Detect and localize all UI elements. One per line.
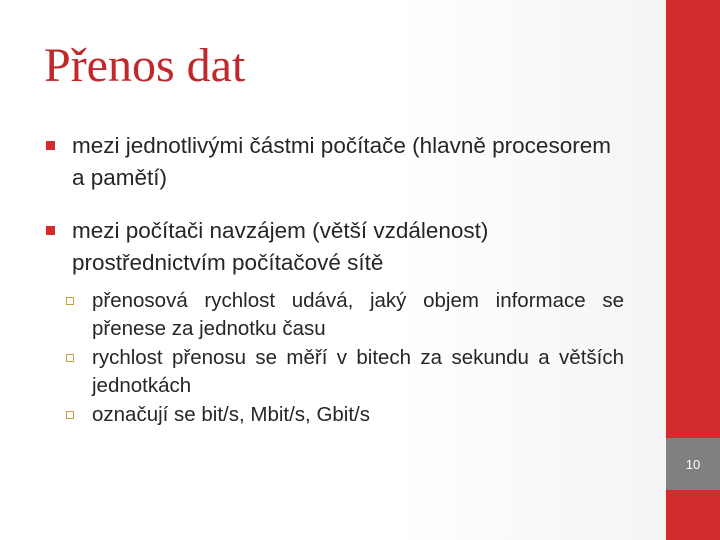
slide-title: Přenos dat — [44, 39, 246, 92]
hollow-square-bullet-icon — [66, 297, 74, 305]
sub-bullet-item — [64, 287, 624, 343]
bullet-text: mezi jednotlivými částmi počítače (hlavně procesorem a pamětí) — [72, 133, 611, 190]
hollow-square-bullet-icon — [66, 354, 74, 362]
square-bullet-icon — [46, 141, 55, 150]
hollow-square-bullet-icon — [66, 411, 74, 419]
sub-bullet-item — [64, 344, 624, 400]
bullet-item — [44, 215, 624, 279]
sub-bullet-list — [64, 287, 624, 429]
sub-bullet-text: přenosová rychlost udává, jaký objem informace se přenese za jednotku času — [92, 289, 624, 340]
sub-bullet-text: rychlost přenosu se měří v bitech za sekundu a větších jednotkách — [92, 346, 624, 397]
sub-bullet-item — [64, 401, 624, 429]
slide-content — [44, 130, 624, 430]
bullet-text: mezi počítači navzájem (větší vzdálenost) prostřednictvím počítačové sítě — [72, 218, 489, 275]
square-bullet-icon — [46, 226, 55, 235]
page-number: 10 — [666, 438, 720, 490]
bullet-item — [44, 130, 624, 194]
sub-bullet-text: označují se bit/s, Mbit/s, Gbit/s — [92, 403, 370, 426]
